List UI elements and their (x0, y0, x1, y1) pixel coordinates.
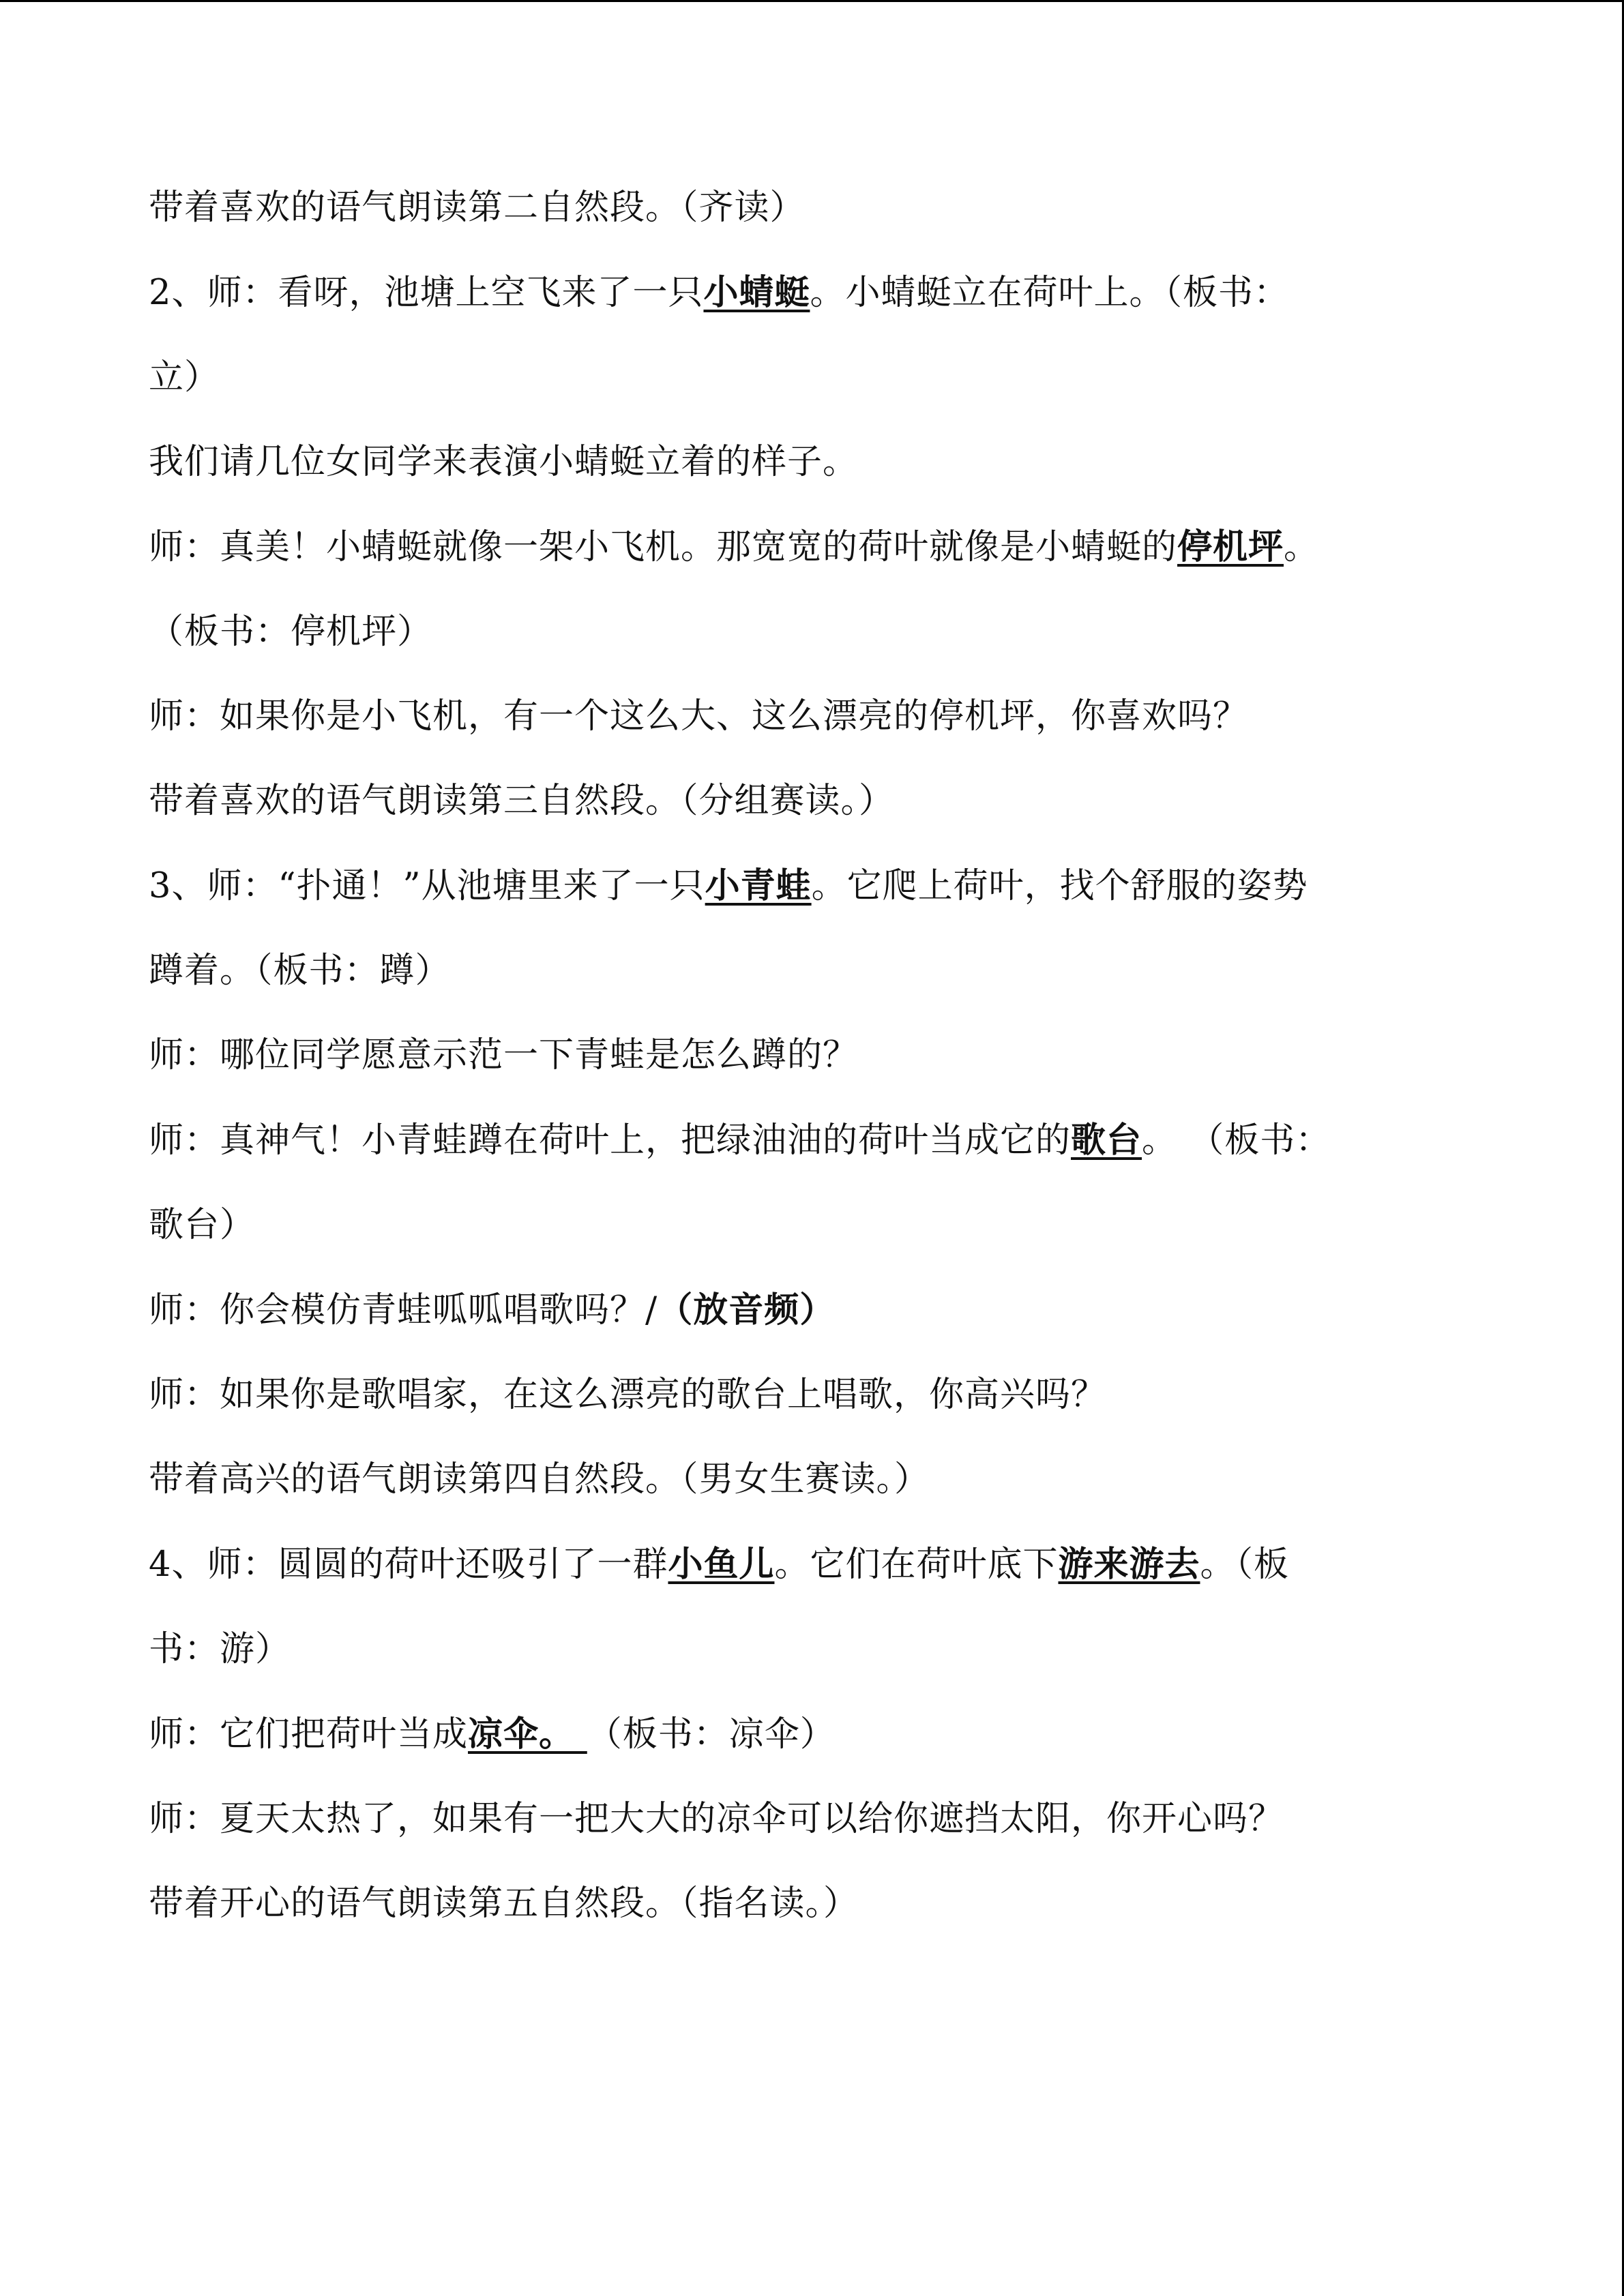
text-line (149, 1522, 1445, 1607)
text-run: 师：如果你是小飞机，有一个这么大、这么漂亮的停机坪，你喜欢吗？ (149, 696, 1249, 736)
text-run: 。它爬上荷叶，找个舒服的姿势 (811, 866, 1308, 906)
text-line (149, 1437, 1445, 1522)
text-run: 师：哪位同学愿意示范一下青蛙是怎么蹲的？ (149, 1035, 859, 1075)
keyword-stage: 歌台 (1071, 1120, 1142, 1161)
keyword-little-fish: 小鱼儿 (668, 1544, 775, 1585)
text-run: 蹲着。（板书：蹲） (149, 951, 451, 991)
text-run: 。 （板书： (1142, 1120, 1331, 1161)
keyword-parasol: 凉伞。 (468, 1714, 587, 1755)
text-run: 。（板 (1200, 1545, 1290, 1585)
lesson-text (149, 166, 1445, 1946)
text-line (149, 166, 1445, 250)
text-run: 带着喜欢的语气朗读第三自然段。（分组赛读。） (149, 781, 895, 821)
text-line (149, 336, 1445, 420)
text-run: 2、师：看呀，池塘上空飞来了一只 (149, 273, 704, 313)
keyword-apron: 停机坪 (1177, 526, 1284, 567)
text-line (149, 505, 1445, 590)
keyword-frog: 小青蛙 (705, 865, 812, 906)
text-line (149, 929, 1445, 1013)
text-run: （板书：停机坪） (149, 612, 433, 652)
text-line (149, 1268, 1445, 1353)
keyword-swim-around: 游来游去 (1058, 1544, 1200, 1585)
text-run: 师：你会模仿青蛙呱呱唱歌吗？/ (149, 1290, 658, 1330)
text-run: 师：它们把荷叶当成 (149, 1714, 469, 1755)
text-run: 带着开心的语气朗读第五自然段。（指名读。） (149, 1883, 859, 1924)
text-run: 。 (1284, 527, 1320, 567)
text-run: 师：如果你是歌唱家，在这么漂亮的歌台上唱歌，你高兴吗？ (149, 1375, 1107, 1415)
text-run: 。小蜻蜓立在荷叶上。（板书： (810, 273, 1289, 313)
text-line (149, 590, 1445, 674)
play-audio-note: （放音频） (658, 1289, 836, 1330)
text-run: 书：游） (149, 1629, 291, 1669)
text-run: 师：夏天太热了，如果有一把大大的凉伞可以给你遮挡太阳，你开心吗？ (149, 1799, 1284, 1839)
text-line (149, 1607, 1445, 1692)
text-line (149, 1353, 1445, 1437)
text-run: 立） (149, 357, 220, 398)
text-line (149, 1098, 1445, 1183)
text-line (149, 420, 1445, 505)
text-run: 带着喜欢的语气朗读第二自然段。（齐读） (149, 188, 806, 228)
text-line (149, 674, 1445, 759)
text-line (149, 1692, 1445, 1777)
text-line (149, 250, 1445, 336)
text-line (149, 1013, 1445, 1098)
keyword-dragonfly: 小蜻蜓 (703, 272, 810, 313)
text-run: 4、师：圆圆的荷叶还吸引了一群 (149, 1545, 668, 1585)
text-line (149, 844, 1445, 929)
text-run: 歌台） (149, 1205, 256, 1245)
text-run: 带着高兴的语气朗读第四自然段。（男女生赛读。） (149, 1459, 930, 1500)
text-run: （板书：凉伞） (587, 1714, 836, 1755)
text-run: 。它们在荷叶底下 (774, 1545, 1059, 1585)
text-run: 3、师：“扑通！”从池塘里来了一只 (149, 866, 705, 906)
text-run: 师：真美！小蜻蜓就像一架小飞机。那宽宽的荷叶就像是小蜻蜓的 (149, 527, 1178, 567)
text-run: 我们请几位女同学来表演小蜻蜓立着的样子。 (149, 442, 859, 482)
text-line (149, 1183, 1445, 1268)
text-line (149, 759, 1445, 844)
text-line (149, 1862, 1445, 1946)
text-run: 师：真神气！小青蛙蹲在荷叶上，把绿油油的荷叶当成它的 (149, 1120, 1072, 1161)
text-line (149, 1777, 1445, 1862)
